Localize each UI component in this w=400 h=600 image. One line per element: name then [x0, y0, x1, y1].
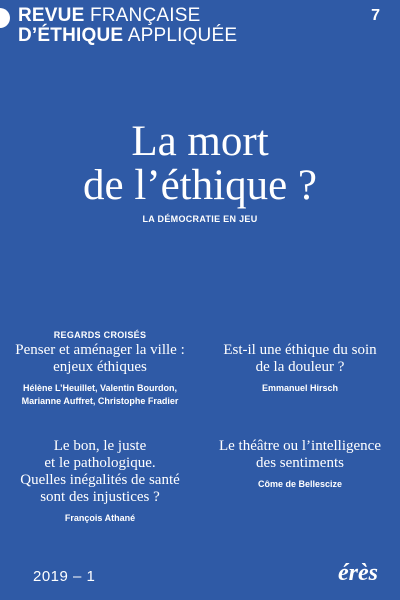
article-title — [200, 342, 400, 376]
article-title-line: sont des injustices ? — [40, 489, 160, 505]
article-title-line: Est-il une éthique du soin — [223, 342, 377, 358]
article-authors — [0, 382, 200, 408]
cover-title — [0, 120, 400, 208]
journal-name-bold-2: D’ÉTHIQUE — [18, 25, 124, 46]
article-block-1 — [0, 330, 200, 408]
issue-number: 7 — [371, 7, 380, 24]
article-title-line: et le pathologique. — [44, 455, 156, 471]
cover-title-line2: de l’éthique ? — [82, 162, 317, 209]
article-block-4 — [200, 438, 400, 491]
article-title-line: Quelles inégalités de santé — [20, 472, 180, 488]
article-authors — [200, 382, 400, 395]
journal-name-light-1: FRANÇAISE — [89, 5, 201, 26]
article-authors — [200, 478, 400, 491]
author-line: Marianne Auffret, Christophe Fradier — [21, 396, 179, 406]
journal-name — [18, 6, 237, 46]
publisher-logo: érès — [338, 560, 378, 586]
article-title-line: des sentiments — [256, 455, 344, 471]
article-title — [0, 438, 200, 506]
journal-name-line2 — [18, 26, 237, 46]
year-issue: 2019 – 1 — [33, 568, 96, 585]
article-title-line: de la douleur ? — [255, 359, 345, 375]
article-title-line: Le théâtre ou l’intelligence — [218, 438, 381, 454]
article-title — [0, 342, 200, 376]
author-line: François Athané — [64, 513, 136, 523]
logo-dot-icon — [0, 8, 10, 28]
article-block-3 — [0, 438, 200, 525]
article-title-line: Le bon, le juste — [53, 438, 147, 454]
article-authors — [0, 512, 200, 525]
article-title-line: enjeux éthiques — [53, 359, 147, 375]
article-block-2 — [200, 342, 400, 395]
article-title-line: Penser et aménager la ville : — [15, 342, 185, 358]
journal-name-light-2: APPLIQUÉE — [127, 25, 238, 46]
article-title — [200, 438, 400, 472]
journal-name-bold-1: REVUE — [18, 5, 85, 26]
section-kicker: REGARDS CROISÉS — [53, 330, 147, 340]
author-line: Hélène L’Heuillet, Valentin Bourdon, — [22, 383, 178, 393]
author-line: Emmanuel Hirsch — [261, 383, 339, 393]
cover-subtitle: LA DÉMOCRATIE EN JEU — [142, 214, 258, 224]
author-line: Côme de Bellescize — [257, 479, 343, 489]
journal-name-line1 — [18, 6, 237, 26]
cover-title-line1: La mort — [131, 118, 269, 165]
